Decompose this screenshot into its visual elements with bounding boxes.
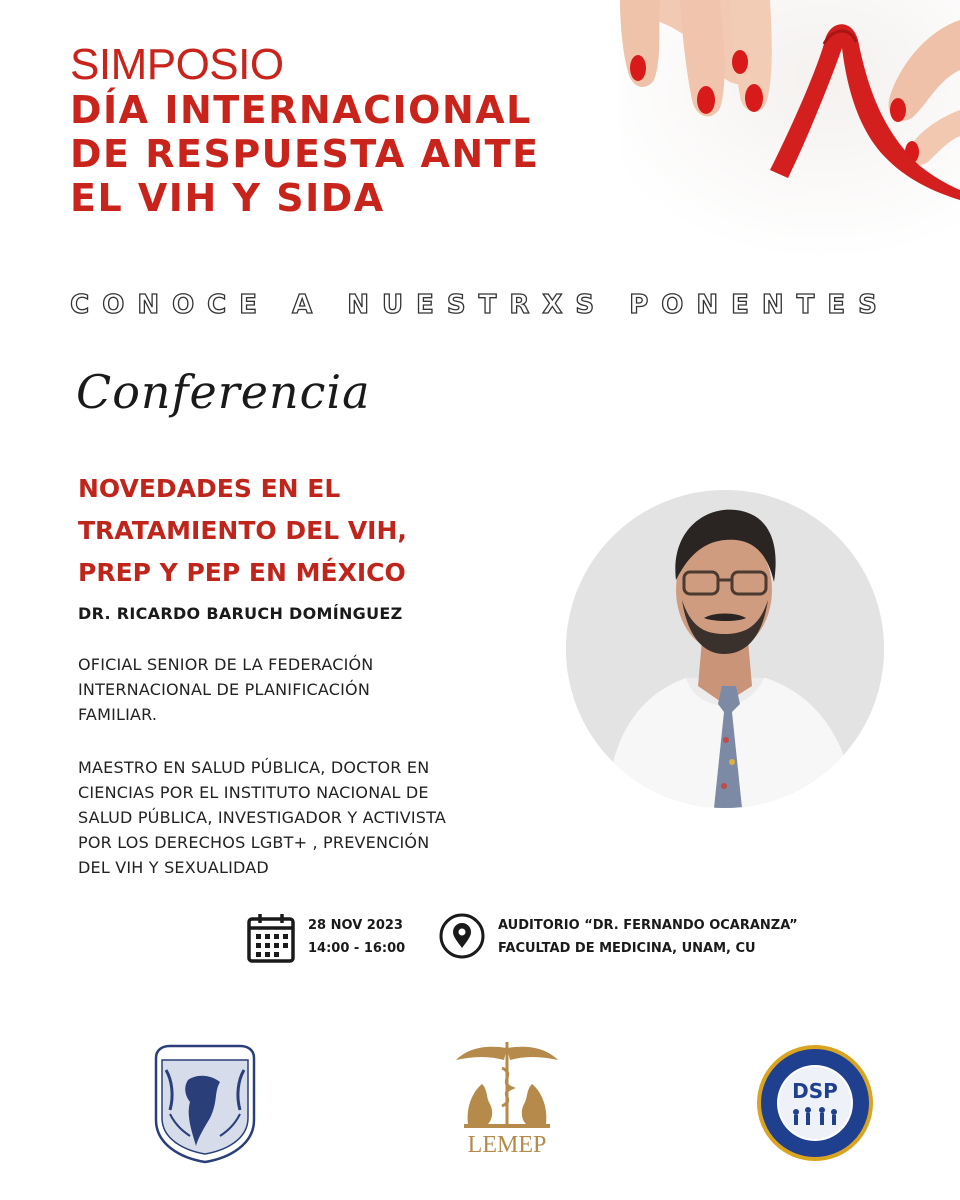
bio-line: INTERNACIONAL DE PLANIFICACIÓN — [78, 680, 371, 699]
symposium-title-line: DÍA INTERNACIONAL — [70, 88, 532, 132]
map-pin-icon — [438, 912, 486, 960]
speakers-heading: CONOCE A NUESTRXS PONENTES — [70, 290, 890, 320]
aids-ribbon-hands-image — [620, 0, 960, 260]
speaker-bio-role — [78, 652, 518, 727]
bio-line: POR LOS DERECHOS LGBT+ , PREVENCIÓN — [78, 833, 430, 852]
talk-title-line: TRATAMIENTO DEL VIH, — [78, 516, 407, 545]
symposium-title — [70, 88, 540, 220]
event-datetime — [308, 914, 405, 960]
unam-seal-logo — [148, 1040, 262, 1164]
bio-line: OFICIAL SENIOR DE LA FEDERACIÓN — [78, 655, 374, 674]
speaker-name: DR. RICARDO BARUCH DOMÍNGUEZ — [78, 604, 403, 623]
event-date: 28 NOV 2023 — [308, 918, 403, 933]
bio-line: MAESTRO EN SALUD PÚBLICA, DOCTOR EN — [78, 758, 430, 777]
talk-title — [78, 468, 407, 594]
bio-line: DEL VIH Y SEXUALIDAD — [78, 858, 269, 877]
calendar-icon — [246, 912, 296, 964]
bio-line: CIENCIAS POR EL INSTITUTO NACIONAL DE — [78, 783, 429, 802]
symposium-title-line: DE RESPUESTA ANTE — [70, 132, 540, 176]
venue-location: FACULTAD DE MEDICINA, UNAM, CU — [498, 941, 756, 956]
speaker-photo — [566, 490, 884, 808]
venue-name: AUDITORIO “DR. FERNANDO OCARANZA” — [498, 918, 798, 933]
event-time: 14:00 - 16:00 — [308, 941, 406, 956]
dsp-wordmark: DSP — [792, 1079, 838, 1103]
speaker-bio-credentials — [78, 755, 518, 880]
symposium-title-line: EL VIH Y SIDA — [70, 176, 385, 220]
lemep-wordmark: LEMEP — [467, 1132, 547, 1158]
event-venue — [498, 914, 798, 960]
dsp-department-logo — [754, 1042, 876, 1164]
symposium-kicker: SIMPOSIO — [70, 40, 284, 89]
bio-line: FAMILIAR. — [78, 705, 158, 724]
bio-line: SALUD PÚBLICA, INVESTIGADOR Y ACTIVISTA — [78, 808, 447, 827]
lemep-logo — [452, 1038, 562, 1166]
talk-title-line: NOVEDADES EN EL — [78, 474, 341, 503]
session-type-label: Conferencia — [76, 365, 371, 419]
talk-title-line: PREP Y PEP EN MÉXICO — [78, 558, 406, 587]
